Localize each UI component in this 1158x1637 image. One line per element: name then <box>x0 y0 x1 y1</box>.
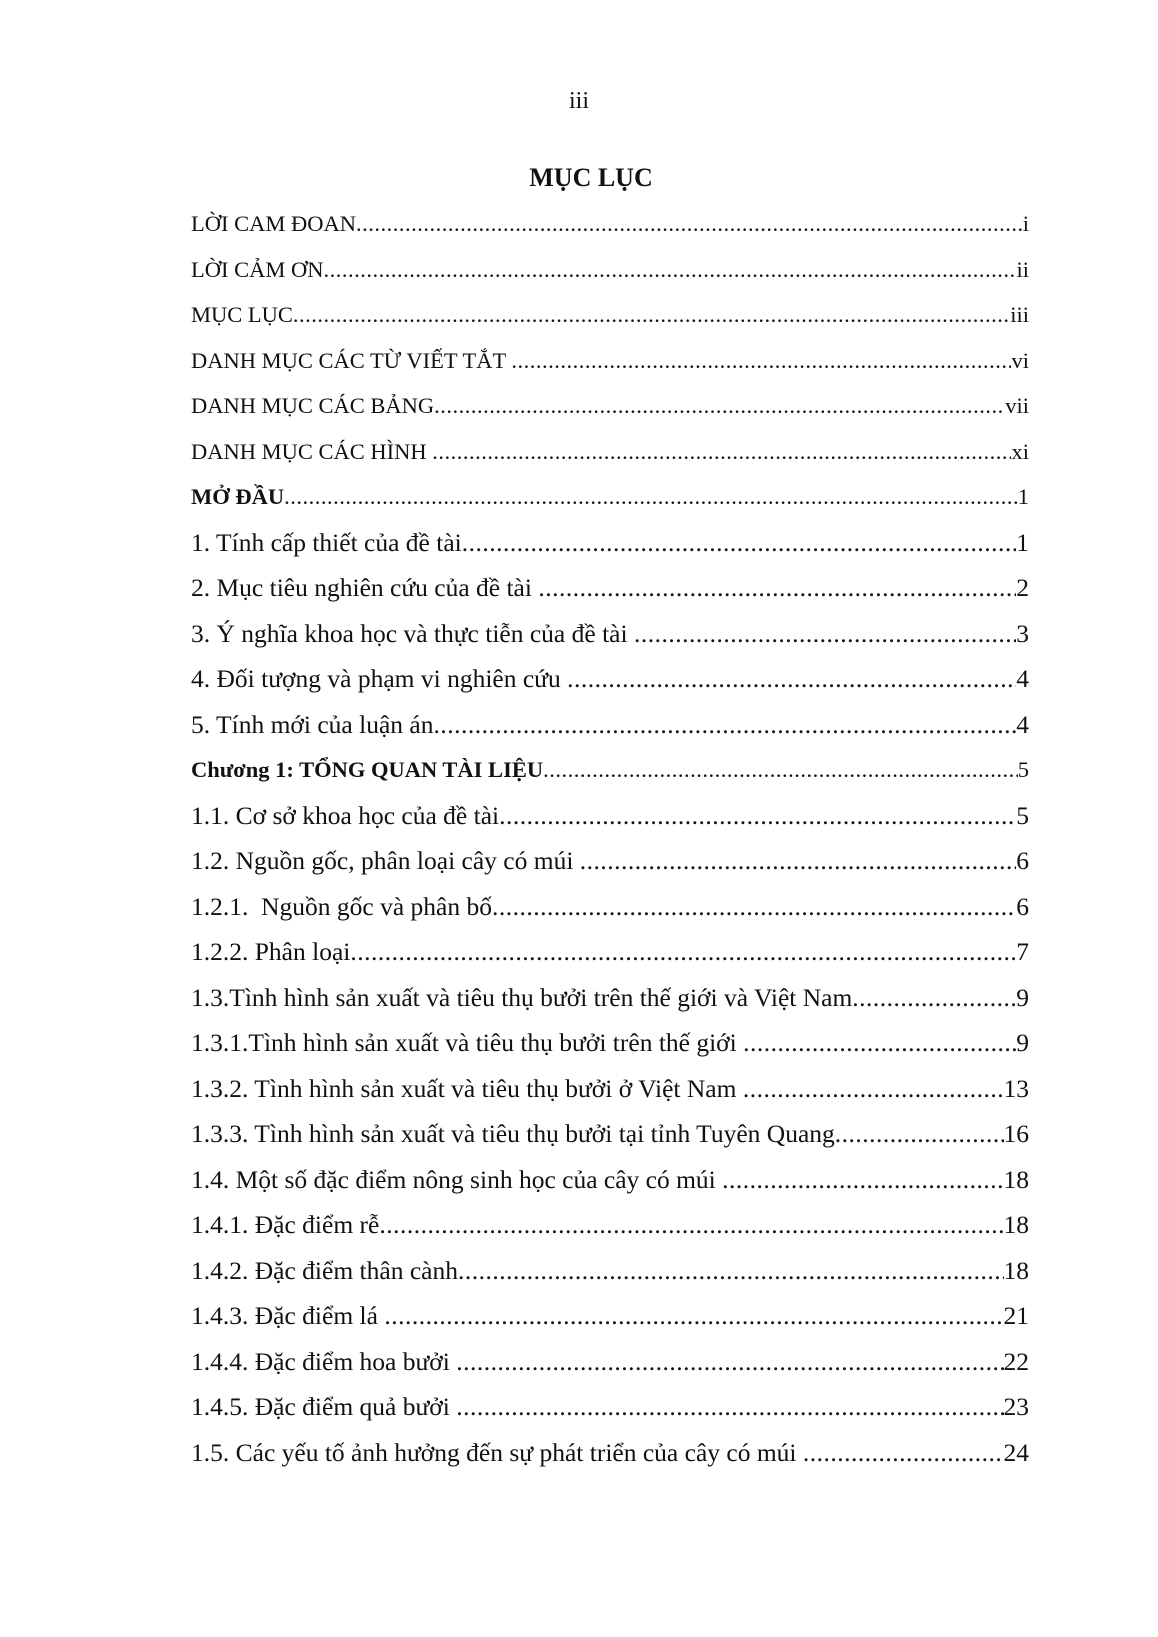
toc-entry <box>191 616 1029 662</box>
toc-entry <box>191 752 1029 798</box>
dot-leader <box>580 843 1016 879</box>
toc-entry-page: 23 <box>1003 1392 1029 1421</box>
dot-leader <box>293 297 1010 333</box>
toc-entry <box>191 1298 1029 1344</box>
toc-entry-label: 2. Mục tiêu nghiên cứu của đề tài <box>191 573 539 602</box>
toc-entry-page: xi <box>1011 438 1029 464</box>
toc-entry <box>191 934 1029 980</box>
toc-entry-label: 1.4.3. Đặc điểm lá <box>191 1301 385 1330</box>
toc-entry-page: 18 <box>1003 1210 1029 1239</box>
toc-entry-page: 16 <box>1003 1119 1029 1148</box>
toc-entry-label: 1. Tính cấp thiết của đề tài <box>191 527 462 557</box>
toc-entry-label: Chương 1: TỔNG QUAN TÀI LIỆU <box>191 757 544 782</box>
page-number: iii <box>568 88 589 114</box>
toc-entry <box>191 1253 1029 1299</box>
toc-entry <box>191 525 1029 571</box>
toc-entry <box>191 1207 1029 1253</box>
toc-entry-label: 1.2. Nguồn gốc, phân loại cây có múi <box>191 846 580 875</box>
toc-entry <box>191 434 1029 480</box>
toc-entry-page: 3 <box>1016 618 1029 648</box>
toc-entry-label: 1.4.4. Đặc điểm hoa bưởi <box>191 1346 457 1376</box>
dot-leader <box>803 1435 1004 1471</box>
dot-leader <box>567 661 1016 697</box>
toc-entry-label: 1.4.2. Đặc điểm thân cành <box>191 1255 458 1285</box>
dot-leader <box>458 1253 1004 1289</box>
toc-entry-label: LỜI CAM ĐOAN <box>191 211 356 236</box>
toc-entry-label: 5. Tính mới của luận án <box>191 709 434 739</box>
toc-entry <box>191 297 1029 343</box>
toc-entry <box>191 388 1029 434</box>
toc-entry <box>191 1435 1029 1481</box>
dot-leader <box>499 798 1016 834</box>
dot-leader <box>743 1071 1004 1107</box>
toc-entry-page: 2 <box>1016 573 1029 602</box>
toc-entry-page: 13 <box>1003 1073 1029 1103</box>
toc-entry <box>191 1344 1029 1390</box>
toc-entry-page: 4 <box>1016 664 1029 693</box>
toc-entry <box>191 1071 1029 1117</box>
toc-entry <box>191 1116 1029 1162</box>
toc-entry <box>191 343 1029 389</box>
dot-leader <box>634 616 1016 652</box>
toc-entry-label: MỤC LỤC <box>191 302 293 327</box>
toc-entry-label: 1.5. Các yếu tố ảnh hưởng đến sự phát triển của cây có múi <box>191 1437 803 1467</box>
dot-leader <box>511 343 1011 379</box>
toc-entry-page: 22 <box>1003 1346 1029 1376</box>
dot-leader <box>538 570 1016 606</box>
dot-leader <box>350 934 1016 970</box>
toc-entry-page: 4 <box>1016 709 1029 739</box>
toc-entry-page: 18 <box>1003 1255 1029 1285</box>
toc-entry-label: 1.2.1. Nguồn gốc và phân bố <box>191 891 492 921</box>
toc-entry-label: 1.4.5. Đặc điểm quả bưởi <box>191 1392 457 1421</box>
toc-entry-label: 1.3.3. Tình hình sản xuất và tiêu thụ bưởi tại tỉnh Tuyên Quang <box>191 1119 835 1148</box>
dot-leader <box>284 479 1018 515</box>
dot-leader <box>384 1298 1003 1334</box>
toc-entry-page: vii <box>1005 393 1029 418</box>
toc-entry-page: 6 <box>1016 891 1029 921</box>
toc-entry-page: 7 <box>1016 937 1029 966</box>
dot-leader <box>852 980 1016 1016</box>
toc-entry-label: 1.1. Cơ sở khoa học của đề tài <box>191 800 500 830</box>
toc-entry-page: ii <box>1016 256 1029 282</box>
dot-leader <box>432 434 1011 470</box>
dot-leader <box>743 1025 1016 1061</box>
toc-entry-page: 5 <box>1017 757 1029 782</box>
dot-leader <box>835 1116 1004 1152</box>
toc-entry <box>191 1162 1029 1208</box>
toc-entry <box>191 570 1029 616</box>
dot-leader <box>462 525 1017 561</box>
toc-entry-label: 1.4. Một số đặc điểm nông sinh học của cây có múi <box>191 1164 723 1194</box>
table-of-contents <box>191 206 1029 1480</box>
toc-entry <box>191 980 1029 1026</box>
dot-leader <box>722 1162 1003 1198</box>
page-title: MỤC LỤC <box>529 163 653 192</box>
toc-entry-page: 1 <box>1016 527 1029 557</box>
toc-entry-page: iii <box>1010 302 1029 327</box>
toc-entry-label: LỜI CẢM ƠN <box>191 256 324 282</box>
toc-entry-page: 9 <box>1016 982 1029 1012</box>
toc-entry-page: 21 <box>1003 1301 1029 1330</box>
toc-entry-page: vi <box>1011 347 1029 373</box>
toc-entry-page: 24 <box>1003 1437 1029 1467</box>
dot-leader <box>379 1207 1003 1243</box>
toc-entry <box>191 1025 1029 1071</box>
dot-leader <box>356 206 1023 242</box>
toc-entry <box>191 843 1029 889</box>
toc-entry <box>191 206 1029 252</box>
dot-leader <box>324 252 1017 288</box>
toc-entry-label: 1.4.1. Đặc điểm rễ <box>191 1210 380 1239</box>
toc-entry-page: 9 <box>1016 1028 1029 1057</box>
toc-entry <box>191 479 1029 525</box>
toc-entry <box>191 889 1029 935</box>
toc-entry <box>191 1389 1029 1435</box>
toc-entry-label: 1.3.Tình hình sản xuất và tiêu thụ bưởi trên thế giới và Việt Nam <box>191 982 853 1012</box>
toc-entry <box>191 798 1029 844</box>
toc-entry <box>191 707 1029 753</box>
dot-leader <box>434 388 1005 424</box>
dot-leader <box>456 1344 1003 1380</box>
toc-entry-label: DANH MỤC CÁC HÌNH <box>191 438 433 464</box>
dot-leader <box>433 707 1016 743</box>
toc-entry-label: 1.3.1.Tình hình sản xuất và tiêu thụ bưởi trên thế giới <box>191 1028 744 1057</box>
toc-entry-label: 1.2.2. Phân loại <box>191 937 351 966</box>
toc-entry-page: 5 <box>1016 800 1029 830</box>
toc-entry-label: 4. Đối tượng và phạm vi nghiên cứu <box>191 664 568 693</box>
toc-entry-label: MỞ ĐẦU <box>191 484 285 509</box>
toc-entry <box>191 252 1029 298</box>
dot-leader <box>456 1389 1003 1425</box>
toc-entry-page: 1 <box>1017 484 1029 509</box>
toc-entry-page: i <box>1022 211 1029 236</box>
toc-entry-page: 18 <box>1003 1164 1029 1194</box>
toc-entry-page: 6 <box>1016 846 1029 875</box>
toc-entry-label: DANH MỤC CÁC BẢNG <box>191 393 435 418</box>
toc-entry-label: DANH MỤC CÁC TỪ VIẾT TẮT <box>191 347 512 373</box>
dot-leader <box>492 889 1016 925</box>
toc-entry-label: 1.3.2. Tình hình sản xuất và tiêu thụ bưởi ở Việt Nam <box>191 1073 743 1103</box>
toc-entry <box>191 661 1029 707</box>
toc-entry-label: 3. Ý nghĩa khoa học và thực tiễn của đề tài <box>191 618 634 648</box>
dot-leader <box>543 752 1018 788</box>
